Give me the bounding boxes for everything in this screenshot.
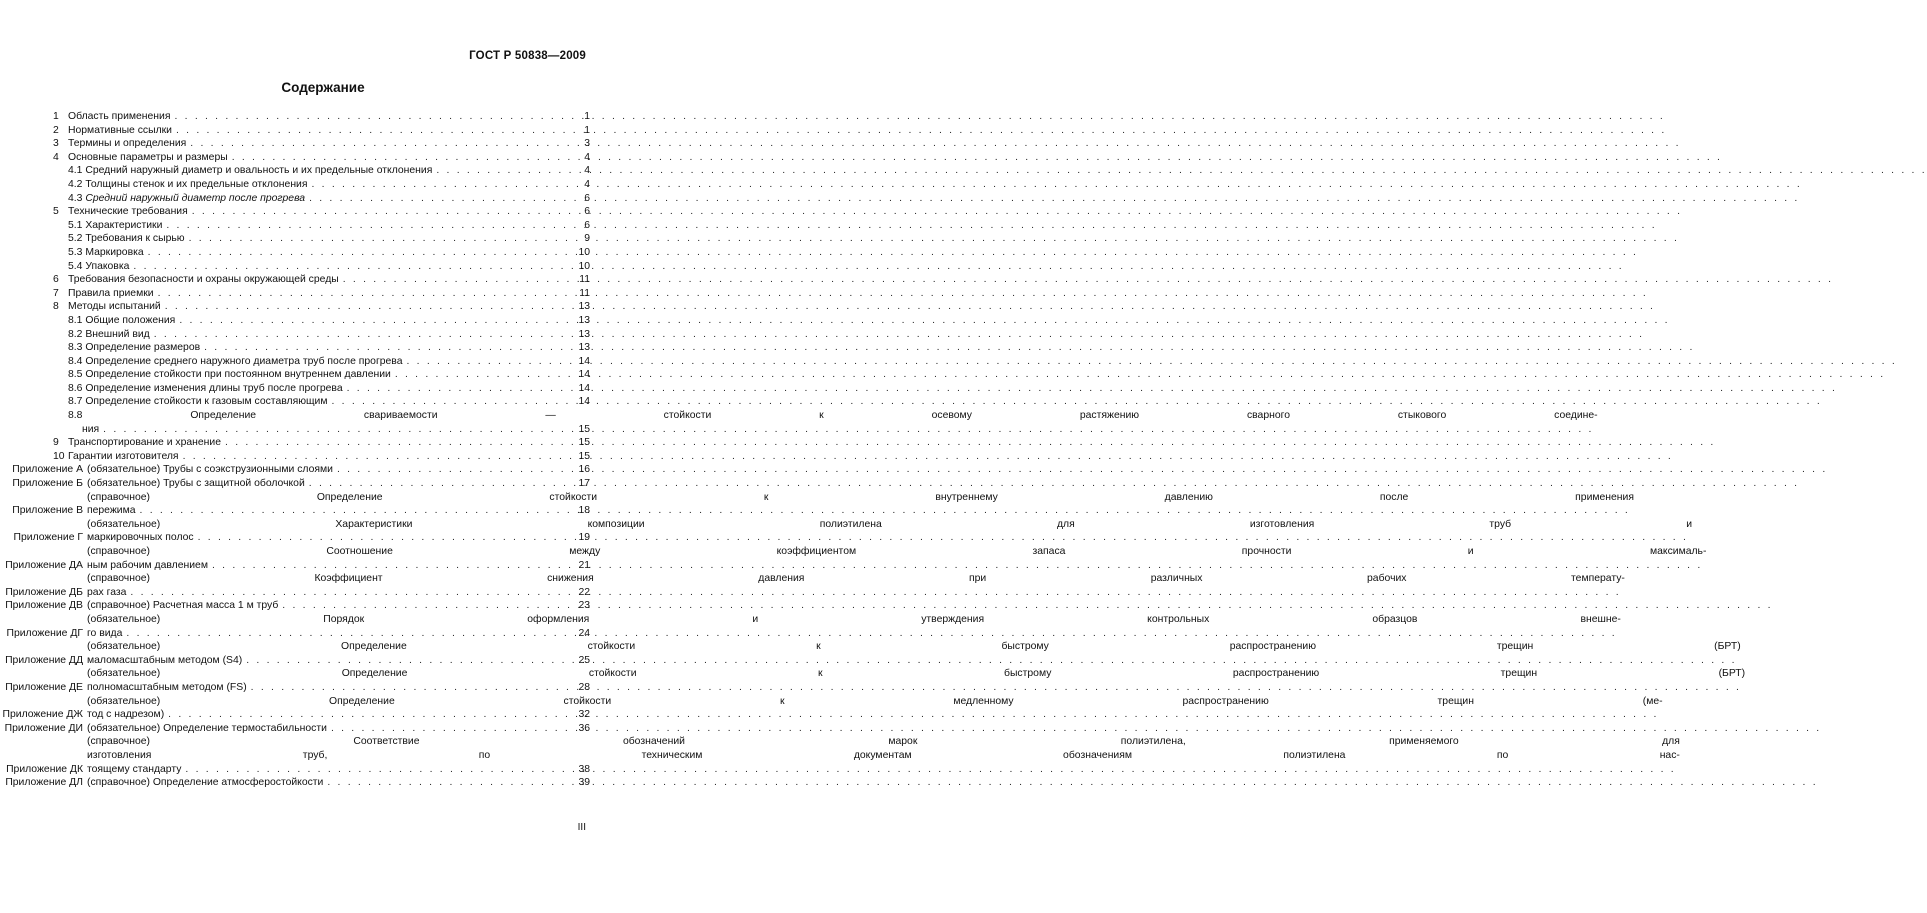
- appendix-title: [87, 722, 568, 736]
- leader-dots: [343, 273, 1833, 287]
- toc-entry-title-text: Транспортирование и хранение: [68, 437, 222, 449]
- appendix-label: Приложение ДД: [5, 654, 83, 666]
- appendix-title-text: (обязательное) Трубы с защитной оболочкой: [87, 478, 305, 490]
- leader-dots: [174, 110, 1664, 124]
- leader-dots: [309, 192, 1799, 206]
- appendix-title-line: (обязательное) Определение стойкости к быстрому распространению трещин (БРТ): [87, 668, 1746, 680]
- toc-entry-page: 4: [584, 151, 590, 163]
- appendix-page: 19: [578, 532, 590, 544]
- toc-entry[interactable]: [53, 246, 590, 260]
- leader-dots: [225, 436, 1715, 450]
- toc-entry-title: [68, 395, 568, 409]
- toc-entry[interactable]: [53, 232, 590, 246]
- table-of-contents: [2, 110, 1746, 790]
- leader-dots: [168, 708, 1658, 722]
- toc-entry[interactable]: [53, 273, 590, 287]
- appendix-page: 23: [578, 600, 590, 612]
- appendix-label: Приложение ДВ: [5, 600, 83, 612]
- toc-entry-title: [68, 260, 568, 274]
- toc-entry-title: [68, 124, 568, 138]
- appendix-title-continuation: ным рабочим давлением: [87, 559, 208, 571]
- appendix-page: 24: [578, 627, 590, 639]
- leader-dots: [232, 151, 1722, 165]
- toc-entry-title: [68, 287, 568, 301]
- appendix-page: 28: [578, 681, 590, 693]
- appendix-title: [87, 776, 568, 790]
- toc-entry[interactable]: [53, 151, 590, 165]
- leader-dots: [140, 504, 1630, 518]
- leader-dots: [133, 260, 1623, 274]
- toc-entry-page: 14: [578, 369, 590, 381]
- appendix-page: 32: [578, 709, 590, 721]
- toc-entry-page: 15: [578, 450, 590, 462]
- toc-entry-title: [68, 341, 568, 355]
- leader-dots: [246, 654, 1736, 668]
- toc-entry-title-text: Область применения: [68, 111, 171, 122]
- toc-entry-title-text: Нормативные ссылки: [68, 124, 172, 136]
- toc-appendix-entry[interactable]: [0, 613, 1621, 640]
- leader-dots: [176, 124, 1666, 138]
- leader-dots: [179, 314, 1669, 328]
- appendix-label: Приложение ДЛ: [5, 777, 83, 789]
- leader-dots: [148, 246, 1638, 260]
- toc-entry[interactable]: [53, 395, 590, 409]
- toc-entry[interactable]: [53, 409, 1598, 436]
- toc-entry-title-text: 8.7 Определение стойкости к газовым составляющим: [68, 396, 328, 408]
- toc-entry[interactable]: [53, 137, 590, 151]
- toc-entry-page: 1: [584, 111, 590, 122]
- appendix-title: [87, 463, 568, 477]
- appendix-title: [87, 477, 568, 491]
- appendix-title-continuation: тод с надрезом): [87, 709, 165, 721]
- appendix-page: 18: [578, 505, 590, 517]
- leader-dots: [212, 559, 1702, 573]
- appendix-title-line: (справочное) Коэффициент снижения давления при различных рабочих температу-: [87, 573, 1625, 585]
- appendix-page: 16: [578, 464, 590, 476]
- toc-entry-number: 10: [53, 450, 65, 462]
- toc-entry-title-text: Методы испытаний: [68, 301, 161, 313]
- leader-dots: [282, 599, 1772, 613]
- appendix-label: Приложение ДИ: [4, 722, 83, 734]
- toc-entry[interactable]: [53, 382, 590, 396]
- toc-entry-title: [68, 368, 568, 382]
- leader-dots: [165, 300, 1655, 314]
- leader-dots: [158, 287, 1648, 301]
- toc-entry-page: 6: [584, 219, 590, 231]
- toc-entry-title: [68, 314, 568, 328]
- toc-entry-title-text: 5.4 Упаковка: [68, 260, 130, 272]
- toc-entry-title-text: 4.1 Средний наружный диаметр и овальность и их предельные отклонения: [68, 165, 433, 177]
- appendix-label: Приложение ДЕ: [5, 681, 83, 693]
- toc-entry-title: [68, 164, 568, 178]
- appendix-title-line: (справочное) Соотношение между коэффициентом запаса прочности и максималь-: [87, 546, 1707, 557]
- toc-entry[interactable]: [53, 328, 590, 342]
- toc-entry-title-text: 8.4 Определение среднего наружного диаметра труб после прогрева: [68, 355, 403, 367]
- leader-dots: [126, 627, 1616, 641]
- leader-dots: [332, 395, 1822, 409]
- toc-entry-title: [68, 232, 568, 246]
- toc-entry-page: 14: [578, 355, 590, 367]
- appendix-title-text: (справочное) Расчетная масса 1 м труб: [87, 600, 279, 612]
- appendix-label: Приложение ДЖ: [2, 709, 83, 721]
- appendix-title-line: (справочное) Определение стойкости к внутреннему давлению после применения: [87, 491, 1634, 503]
- toc-appendix-entry[interactable]: [0, 722, 590, 736]
- toc-entry[interactable]: [53, 368, 590, 382]
- document-standard-number: ГОСТ Р 50838—2009: [469, 50, 586, 62]
- toc-appendix-entry[interactable]: [0, 776, 590, 790]
- leader-dots: [130, 586, 1620, 600]
- leader-dots: [190, 137, 1680, 151]
- appendix-label: Приложение ДБ: [5, 586, 83, 598]
- toc-entry-title: [68, 328, 568, 342]
- toc-entry[interactable]: [53, 164, 590, 178]
- toc-entry-number: 3: [53, 138, 59, 150]
- appendix-title-line: (обязательное) Определение стойкости к медленному распространению трещин (ме-: [87, 695, 1663, 707]
- leader-dots: [251, 681, 1741, 695]
- appendix-label: Приложение В: [12, 505, 83, 517]
- appendix-title-line: (справочное) Соответствие обозначений марок полиэтилена, применяемого для: [87, 736, 1680, 748]
- appendix-label: Приложение Б: [12, 478, 83, 490]
- leader-dots: [331, 722, 1821, 736]
- leader-dots: [183, 450, 1673, 464]
- appendix-label: Приложение ДА: [5, 559, 83, 571]
- leader-dots: [189, 232, 1679, 246]
- toc-entry-title-text: 8.5 Определение стойкости при постоянном внутреннем давлении: [68, 369, 391, 381]
- toc-entry-title-text: 8.3 Определение размеров: [68, 342, 201, 354]
- toc-entry-number: 8: [53, 301, 59, 313]
- toc-entry-page: 13: [578, 328, 590, 340]
- toc-appendix-entry[interactable]: [0, 545, 1707, 572]
- leader-dots: [166, 219, 1656, 233]
- toc-entry[interactable]: [53, 110, 590, 124]
- appendix-title-continuation: пережима: [87, 505, 136, 517]
- appendix-title-text: (справочное) Определение атмосферостойкости: [87, 777, 324, 789]
- leader-dots: [309, 477, 1799, 491]
- toc-entry-title: [68, 450, 568, 464]
- toc-entry[interactable]: [53, 341, 590, 355]
- toc-entry-page: 3: [584, 138, 590, 150]
- appendix-title-continuation: го вида: [87, 627, 123, 639]
- toc-appendix-entry[interactable]: [0, 477, 590, 491]
- appendix-title-line: (обязательное) Характеристики композиции полиэтилена для изготовления труб и: [87, 518, 1693, 530]
- appendix-page: 38: [578, 763, 590, 775]
- toc-entry-title: [68, 205, 568, 219]
- toc-entry-title: [68, 382, 568, 396]
- toc-entry-page: 4: [584, 178, 590, 190]
- leader-dots: [327, 776, 1817, 790]
- appendix-title-continuation: тоящему стандарту: [87, 763, 182, 775]
- toc-entry-page: 1: [584, 124, 590, 136]
- leader-dots: [204, 341, 1694, 355]
- toc-appendix-entry[interactable]: [0, 735, 1680, 776]
- toc-entry-title-line: 8.8 Определение свариваемости — стойкости к осевому растяжению сварного стыкового соедине-: [68, 410, 1598, 422]
- leader-dots: [198, 531, 1688, 545]
- toc-entry[interactable]: [53, 260, 590, 274]
- leader-dots: [154, 328, 1644, 342]
- toc-entry-page: 13: [578, 314, 590, 326]
- toc-entry-number: 5: [53, 206, 59, 218]
- toc-entry[interactable]: [53, 219, 590, 233]
- toc-entry-page: 9: [584, 233, 590, 245]
- toc-entry-page: 13: [578, 342, 590, 354]
- appendix-page: 22: [578, 586, 590, 598]
- page-number: III: [577, 822, 586, 833]
- toc-entry-number: 7: [53, 287, 59, 299]
- toc-entry-title-text: 4.3 Средний наружный диаметр после прогрева: [68, 192, 306, 204]
- toc-entry-number: 4: [53, 151, 59, 163]
- toc-entry-page: 10: [578, 246, 590, 258]
- toc-entry-number: 1: [53, 111, 59, 122]
- appendix-title-line: (обязательное) Определение стойкости к быстрому распространению трещин (БРТ): [87, 641, 1741, 653]
- toc-entry-title-text: 4.2 Толщины стенок и их предельные отклонения: [68, 178, 308, 190]
- toc-entry[interactable]: [53, 124, 590, 138]
- appendix-title-text: (обязательное) Трубы с соэкструзионными слоями: [87, 464, 333, 476]
- toc-entry-title: [68, 219, 568, 233]
- toc-entry-title: [68, 300, 568, 314]
- appendix-title-continuation: полномасштабным методом (FS): [87, 681, 247, 693]
- toc-entry-number: 9: [53, 437, 59, 449]
- toc-entry-title: [68, 137, 568, 151]
- toc-entry-page: 15: [578, 437, 590, 449]
- toc-entry[interactable]: [53, 205, 590, 219]
- toc-appendix-entry[interactable]: [0, 599, 590, 613]
- toc-entry[interactable]: [53, 287, 590, 301]
- toc-entry-title-text: Основные параметры и размеры: [68, 151, 228, 163]
- toc-appendix-entry[interactable]: [0, 518, 1693, 545]
- leader-dots: [436, 164, 1926, 178]
- toc-entry-title-text: Технические требования: [68, 206, 188, 218]
- appendix-page: 21: [578, 559, 590, 571]
- toc-appendix-entry[interactable]: [0, 695, 1663, 722]
- appendix-page: 25: [578, 654, 590, 666]
- toc-appendix-entry[interactable]: [0, 640, 1741, 667]
- toc-entry[interactable]: [53, 314, 590, 328]
- toc-entry[interactable]: [53, 300, 590, 314]
- toc-entry-page: 14: [578, 382, 590, 394]
- toc-entry-title-continuation: ния: [82, 423, 100, 435]
- toc-entry-page: 11: [579, 287, 590, 299]
- toc-entry-title-text: 8.1 Общие положения: [68, 314, 176, 326]
- leader-dots: [185, 763, 1675, 777]
- toc-entry-number: 6: [53, 274, 59, 286]
- toc-entry-title-text: Гарантии изготовителя: [68, 450, 179, 462]
- toc-entry-title: [68, 178, 568, 192]
- toc-entry-title-text: 8.6 Определение изменения длины труб после прогрева: [68, 382, 343, 394]
- leader-dots: [337, 463, 1827, 477]
- toc-entry[interactable]: [53, 450, 590, 464]
- page-title: Содержание: [281, 80, 365, 95]
- toc-appendix-entry[interactable]: [0, 572, 1625, 599]
- appendix-label: Приложение А: [12, 464, 83, 476]
- toc-entry-number: 2: [53, 124, 59, 136]
- leader-dots: [406, 355, 1896, 369]
- appendix-page: 17: [578, 478, 590, 490]
- leader-dots: [312, 178, 1802, 192]
- toc-entry[interactable]: [53, 192, 590, 206]
- appendix-page: 36: [578, 722, 590, 734]
- toc-entry-title: [68, 246, 568, 260]
- toc-entry-page: 6: [584, 206, 590, 218]
- leader-dots: [103, 423, 1593, 437]
- toc-entry-page: 15: [578, 423, 590, 435]
- toc-entry-title: [68, 151, 568, 165]
- toc-entry-page: 14: [578, 396, 590, 408]
- toc-entry-title-text: 5.1 Характеристики: [68, 219, 163, 231]
- appendix-title-line: (обязательное) Порядок оформления и утверждения контрольных образцов внешне-: [87, 613, 1621, 625]
- appendix-title-continuation: рах газа: [87, 586, 127, 598]
- leader-dots: [395, 368, 1885, 382]
- appendix-label: Приложение Г: [13, 532, 83, 544]
- toc-entry-title-text: 5.2 Требования к сырью: [68, 233, 185, 245]
- toc-entry-title: [68, 355, 568, 369]
- appendix-title-text: (обязательное) Определение термостабильности: [87, 722, 327, 734]
- appendix-label: Приложение ДГ: [6, 627, 83, 639]
- toc-appendix-entry[interactable]: [0, 491, 1634, 518]
- toc-entry-page: 13: [578, 301, 590, 313]
- toc-entry-page: 11: [579, 274, 590, 286]
- toc-entry-title-text: Требования безопасности и охраны окружающей среды: [68, 274, 339, 286]
- toc-entry-title-text: 5.3 Маркировка: [68, 246, 144, 258]
- toc-entry[interactable]: [53, 178, 590, 192]
- toc-entry-page: 10: [578, 260, 590, 272]
- toc-entry-title: [68, 273, 568, 287]
- appendix-title-line: изготовления труб, по техническим документам обозначениям полиэтилена по нас-: [87, 749, 1680, 761]
- toc-entry[interactable]: [53, 355, 590, 369]
- leader-dots: [192, 205, 1682, 219]
- appendix-title-continuation: маркировочных полос: [87, 532, 194, 544]
- toc-appendix-entry[interactable]: [0, 667, 1746, 694]
- toc-entry-page: 6: [584, 192, 590, 204]
- toc-entry[interactable]: [53, 436, 590, 450]
- toc-entry-title: [68, 192, 568, 206]
- toc-entry-title-text: Правила приемки: [68, 287, 154, 299]
- appendix-title-continuation: маломасштабным методом (S4): [87, 654, 243, 666]
- toc-entry-page: 4: [584, 165, 590, 177]
- toc-entry-title: [68, 110, 568, 124]
- appendix-page: 39: [578, 777, 590, 789]
- toc-appendix-entry[interactable]: [0, 463, 590, 477]
- appendix-title: [87, 599, 568, 613]
- toc-entry-title-text: Термины и определения: [68, 138, 187, 150]
- appendix-label: Приложение ДК: [6, 763, 83, 775]
- toc-entry-title: [68, 436, 568, 450]
- toc-entry-title-text: 8.2 Внешний вид: [68, 328, 150, 340]
